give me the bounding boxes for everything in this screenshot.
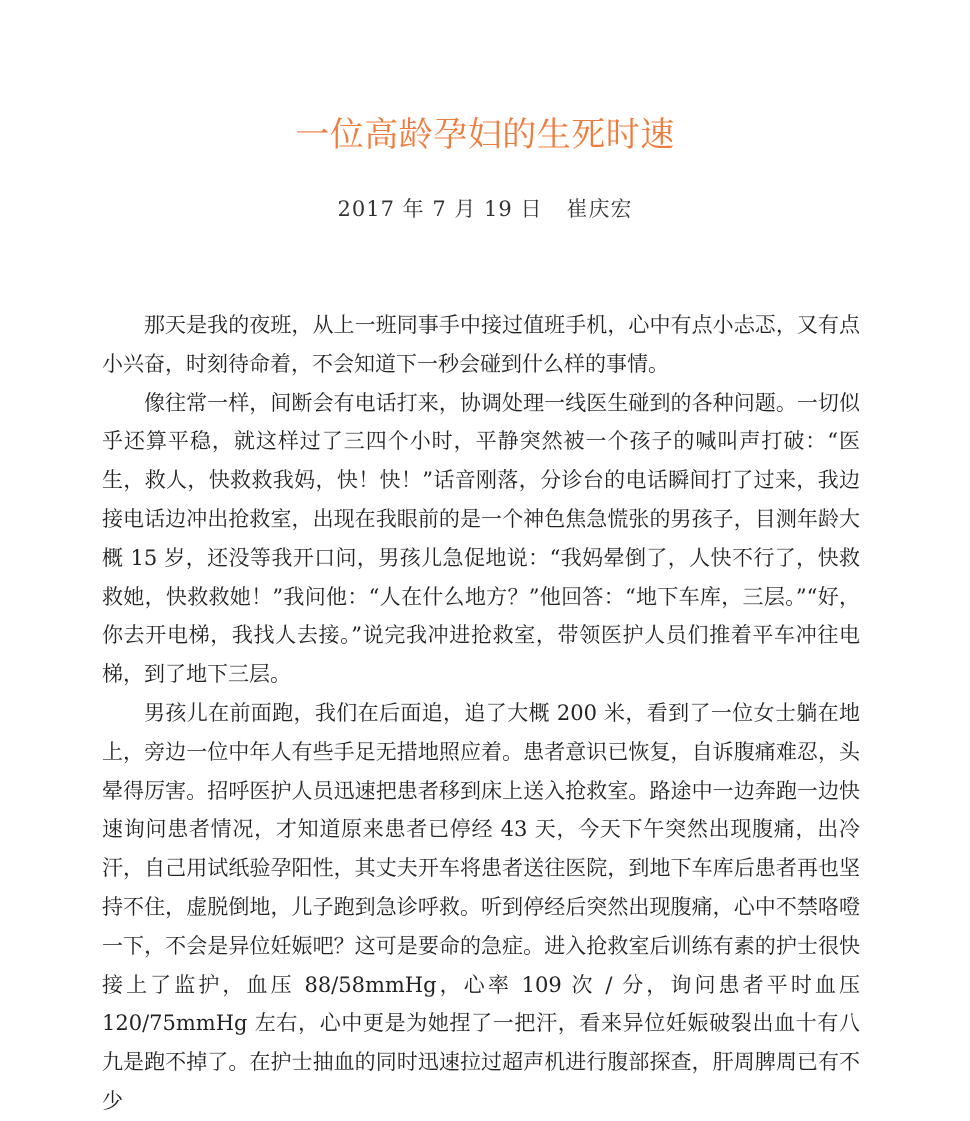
article-byline [0, 193, 970, 225]
article-author: 崔庆宏 [566, 197, 633, 221]
article-date: 2017 年 7 月 19 日 [337, 197, 543, 221]
article-title: 一位高龄孕妇的生死时速 [295, 115, 675, 155]
article-body [102, 306, 860, 1121]
paragraph: 那天是我的夜班，从上一班同事手中接过值班手机，心中有点小忐忑，又有点小兴奋，时刻待命着，不会知道下一秒会碰到什么样的事情。 [102, 313, 860, 376]
paragraph: 像往常一样，间断会有电话打来，协调处理一线医生碰到的各种问题。一切似乎还算平稳，就这样过了三四个小时，平静突然被一个孩子的喊叫声打破：“医生，救人，快救救我妈，快！快！”话音刚落，分诊台的电话瞬间打了过来，我边接电话边冲出抢救室，出现在我眼前的是一个神色焦急慌张的男孩子，目测年龄大概 15 岁，还没等我开口问，男孩儿急促地说：“我妈晕倒了，人快不行了，快救救她，快救救她！”我问他：“人在什么地方？”他回答：“地下车库，三层。”“好，你去开电梯，我找人去接。”说完我冲进抢救室，带领医护人员们推着平车冲往电梯，到了地下三层。 [102, 390, 860, 687]
paragraph: 男孩儿在前面跑，我们在后面追，追了大概 200 米，看到了一位女士躺在地上，旁边一位中年人有些手足无措地照应着。患者意识已恢复，自诉腹痛难忍，头晕得厉害。招呼医护人员迅速把患者移到床上送入抢救室。路途中一边奔跑一边快速询问患者情况，才知道原来患者已停经 43 天，今天下午突然出现腹痛，出冷汗，自己用试纸验孕阳性，其丈夫开车将患者送往医院，到地下车库后患者再也坚持不住，虚脱倒地，儿子跑到急诊呼救。听到停经后突然出现腹痛，心中不禁咯噔一下，不会是异位妊娠吧？这可是要命的急症。进入抢救室后训练有素的护士很快接上了监护，血压 88/58mmHg，心率 109 次 / 分，询问患者平时血压 120/75mmHg 左右，心中更是为她捏了一把汗，看来异位妊娠破裂出血十有八九是跑不掉了。在护士抽血的同时迅速拉过超声机进行腹部探查，肝周脾周已有不少 [102, 700, 860, 1113]
